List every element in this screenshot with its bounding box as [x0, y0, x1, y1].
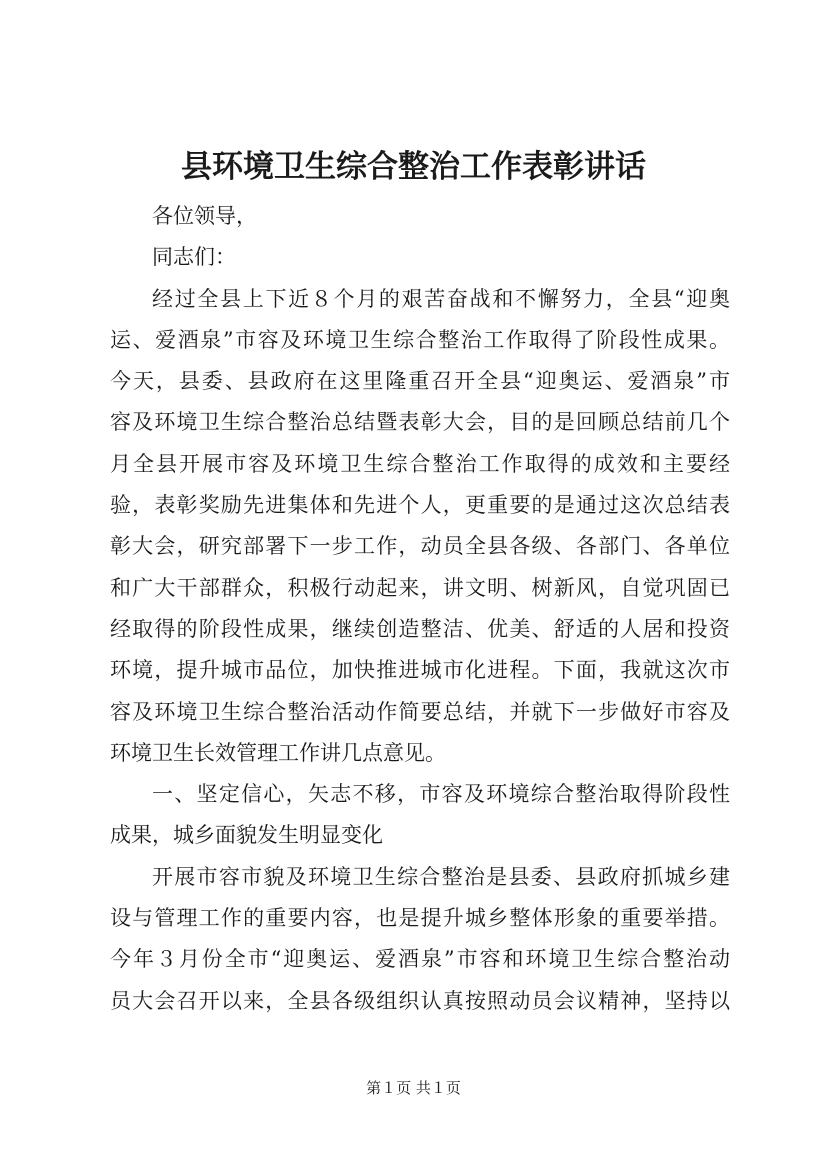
body-line: 运、爱酒泉”市容及环境卫生综合整治工作取得了阶段性成果。: [110, 327, 730, 352]
document-title: 县环境卫生综合整治工作表彰讲话: [181, 149, 646, 185]
document-body: [110, 196, 730, 1022]
body-line: 经取得的阶段性成果，继续创造整洁、优美、舒适的人居和投资: [110, 616, 730, 641]
body-line: 开展市容市貌及环境卫生综合整治是县委、县政府抓城乡建: [152, 864, 730, 889]
body-line: 月全县开展市容及环境卫生综合整治工作取得的成效和主要经: [110, 451, 730, 476]
body-line: 环境卫生长效管理工作讲几点意见。: [110, 740, 446, 765]
body-line: 同志们：: [152, 245, 236, 270]
body-line: 经过全县上下近８个月的艰苦奋战和不懈努力，全县“迎奥: [152, 286, 730, 311]
body-line: 和广大干部群众，积极行动起来，讲文明、树新风，自觉巩固已: [110, 575, 730, 600]
body-line: 设与管理工作的重要内容，也是提升城乡整体形象的重要举措。: [110, 906, 730, 931]
body-line: 一、坚定信心，矢志不移，市容及环境综合整治取得阶段性: [152, 782, 730, 807]
body-line: 容及环境卫生综合整治总结暨表彰大会，目的是回顾总结前几个: [110, 410, 730, 435]
body-line: 成果，城乡面貌发生明显变化: [110, 823, 383, 848]
body-line: 员大会召开以来，全县各级组织认真按照动员会议精神，坚持以: [110, 988, 730, 1013]
body-line: 今年３月份全市“迎奥运、爱酒泉”市容和环境卫生综合整治动: [110, 947, 730, 972]
body-line: 容及环境卫生综合整治活动作简要总结，并就下一步做好市容及: [110, 699, 730, 724]
page-footer: 第１页 共１页: [366, 1079, 461, 1097]
body-line: 环境，提升城市品位，加快推进城市化进程。下面，我就这次市: [110, 658, 730, 683]
body-line: 今天，县委、县政府在这里隆重召开全县“迎奥运、爱酒泉”市: [110, 369, 730, 394]
body-line: 彰大会，研究部署下一步工作，动员全县各级、各部门、各单位: [110, 534, 730, 559]
body-line: 验，表彰奖励先进集体和先进个人，更重要的是通过这次总结表: [110, 493, 730, 518]
body-line: 各位领导，: [152, 204, 257, 228]
